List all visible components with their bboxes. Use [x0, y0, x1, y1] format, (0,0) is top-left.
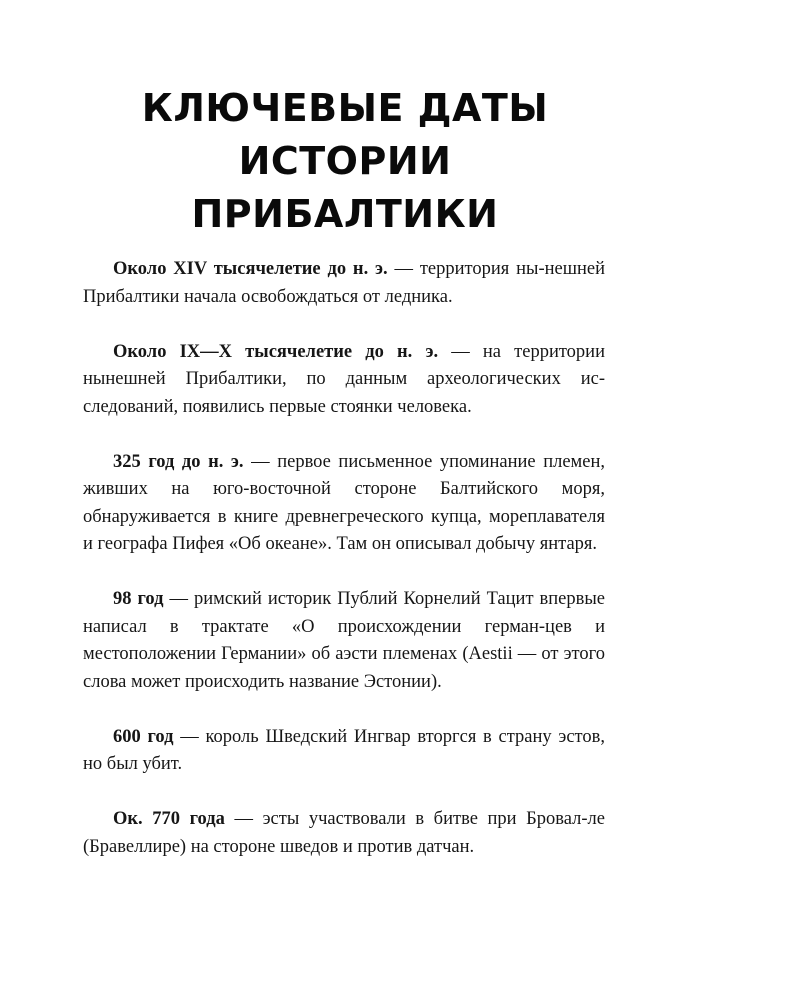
title-line-1: КЛЮЧЕВЫЕ ДАТЫ [141, 86, 549, 130]
entry-text: — на территории нынешней Прибалтики, по данным археологических ис-следований, появились первые стоянки человека. [83, 341, 605, 417]
title-line-2: ИСТОРИИ [238, 139, 452, 183]
entry-date: 98 год [113, 589, 164, 609]
entry-text: — король Шведский Ингвар вторгся в страну эстов, но был убит. [83, 726, 606, 774]
timeline-entry [83, 256, 605, 311]
timeline-entry [83, 724, 605, 779]
entry-date: 600 год [113, 726, 174, 747]
title-line-3: ПРИБАЛТИКИ [191, 192, 499, 236]
timeline-entry [83, 339, 605, 422]
entry-date: Ок. 770 года [113, 809, 225, 829]
entry-date: Около XIV тысячелетие до н. э. [113, 259, 388, 279]
entry-date: Около IX—X тысячелетие до н. э. [113, 341, 439, 362]
entry-text: — первое письменное упоминание племен, живших на юго-восточной стороне Балтийского моря, обнаруживается в книге древнегреческого купца, мореплавателя и географа Пифея «Об океане». Там он описывал добычу янтаря. [83, 451, 605, 554]
timeline-entry [83, 449, 605, 559]
entry-text: — римский историк Публий Корнелий Тацит впервые написал в трактате «О происхождении герман-цев и местоположении Германии» об аэсти племенах (Aestii — от этого слова может происходить название Эстонии). [83, 589, 605, 692]
page-title [0, 82, 690, 241]
timeline-entries [83, 256, 605, 889]
entry-date: 325 год до н. э. [113, 451, 244, 472]
entry-text: — эсты участвовали в битве при Бровал-ле (Бравеллире) на стороне шведов и против датчан. [83, 809, 605, 857]
entry-text: — территория ны-нешней Прибалтики начала освобождаться от ледника. [83, 259, 605, 307]
timeline-entry [83, 806, 605, 861]
timeline-entry [83, 586, 605, 696]
